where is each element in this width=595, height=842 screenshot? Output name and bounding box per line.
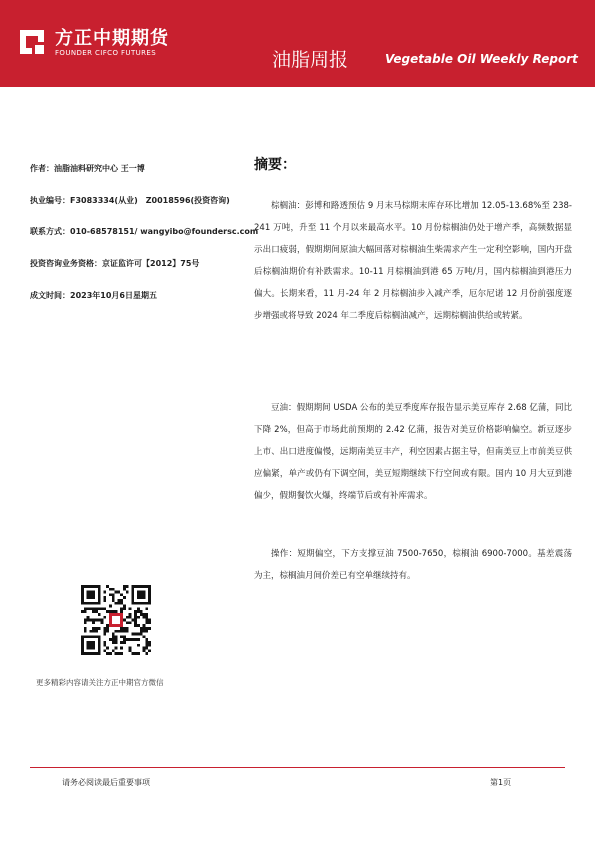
founder-logo-icon — [18, 28, 46, 56]
abstract-paragraph-palm-oil: 棕榈油：彭博和路透预估 9 月末马棕期末库存环比增加 12.05-13.68%至 238-241 万吨，升至 11 个月以来最高水平。10 月份棕榈油仍处于增产季，高频数据显示出口疲弱，假期期间原油大幅回落对棕榈油生柴需求产生一定利空影响，国内开盘后棕榈油期价有补跌需求。10-11 月棕榈油到港 65 万吨/月，国内棕榈油到港压力偏大。长期来看，11 月-24 年 2 月棕榈油步入减产季，厄尔尼诺 12 月份前强度逐步增强或将导致 2024 年二季度后棕榈油减产，远期棕榈油供给或转紧。 — [254, 201, 572, 321]
meta-value: F3083334(从业) Z0018596(投资咨询) — [70, 196, 230, 205]
abstract-paragraph-soybean-oil: 豆油：假期期间 USDA 公布的美豆季度库存报告显示美豆库存 2.68 亿蒲，同比下降 2%，但高于市场此前预期的 2.42 亿蒲，报告对美豆价格影响偏空。新豆逐步上市、出口进度偏慢，远期南美豆丰产，利空因素占据主导，但南美豆上市前美豆供应偏紧，单产或仍有下调空间，美豆短期继续下行空间或有限。国内 10 月大豆到港偏少，假期餐饮火爆，终端节后或有补库需求。 — [254, 403, 572, 501]
meta-qualification — [30, 258, 245, 269]
meta-value[interactable]: 010-68578151/ wangyibo@foundersc.com — [70, 227, 259, 236]
abstract-paragraph-operation: 操作：短期偏空，下方支撑豆油 7500-7650，棕榈油 6900-7000。基差震荡为主，棕榈油月间价差已有空单继续持有。 — [254, 549, 572, 581]
meta-label: 作者： — [30, 164, 54, 173]
meta-label: 成文时间： — [30, 291, 70, 300]
meta-date — [30, 290, 245, 301]
report-title-en: Vegetable Oil Weekly Report — [385, 52, 578, 66]
abstract-title: 摘要： — [254, 157, 296, 173]
footer-divider — [30, 767, 565, 768]
qr-caption: 更多精彩内容请关注方正中期官方微信 — [36, 678, 164, 687]
footer-disclaimer[interactable]: 请务必阅读最后重要事项 — [62, 778, 150, 787]
page-number: 第1页 — [490, 778, 512, 787]
meta-contact — [30, 226, 259, 237]
report-header — [0, 0, 595, 87]
company-name-cn: 方正中期期货 — [55, 28, 169, 49]
meta-label: 投资咨询业务资格： — [30, 259, 102, 268]
meta-value: 油脂油料研究中心 王一博 — [54, 164, 145, 173]
meta-value: 2023年10月6日星期五 — [70, 291, 157, 300]
company-name-en: FOUNDER CIFCO FUTURES — [55, 49, 157, 57]
wechat-qr-code — [81, 585, 151, 655]
meta-label: 执业编号： — [30, 196, 70, 205]
report-title-cn: 油脂周报 — [272, 49, 349, 71]
meta-value: 京证监许可【2012】75号 — [102, 259, 200, 268]
meta-label: 联系方式： — [30, 227, 70, 236]
meta-license — [30, 195, 245, 206]
meta-author — [30, 163, 245, 174]
